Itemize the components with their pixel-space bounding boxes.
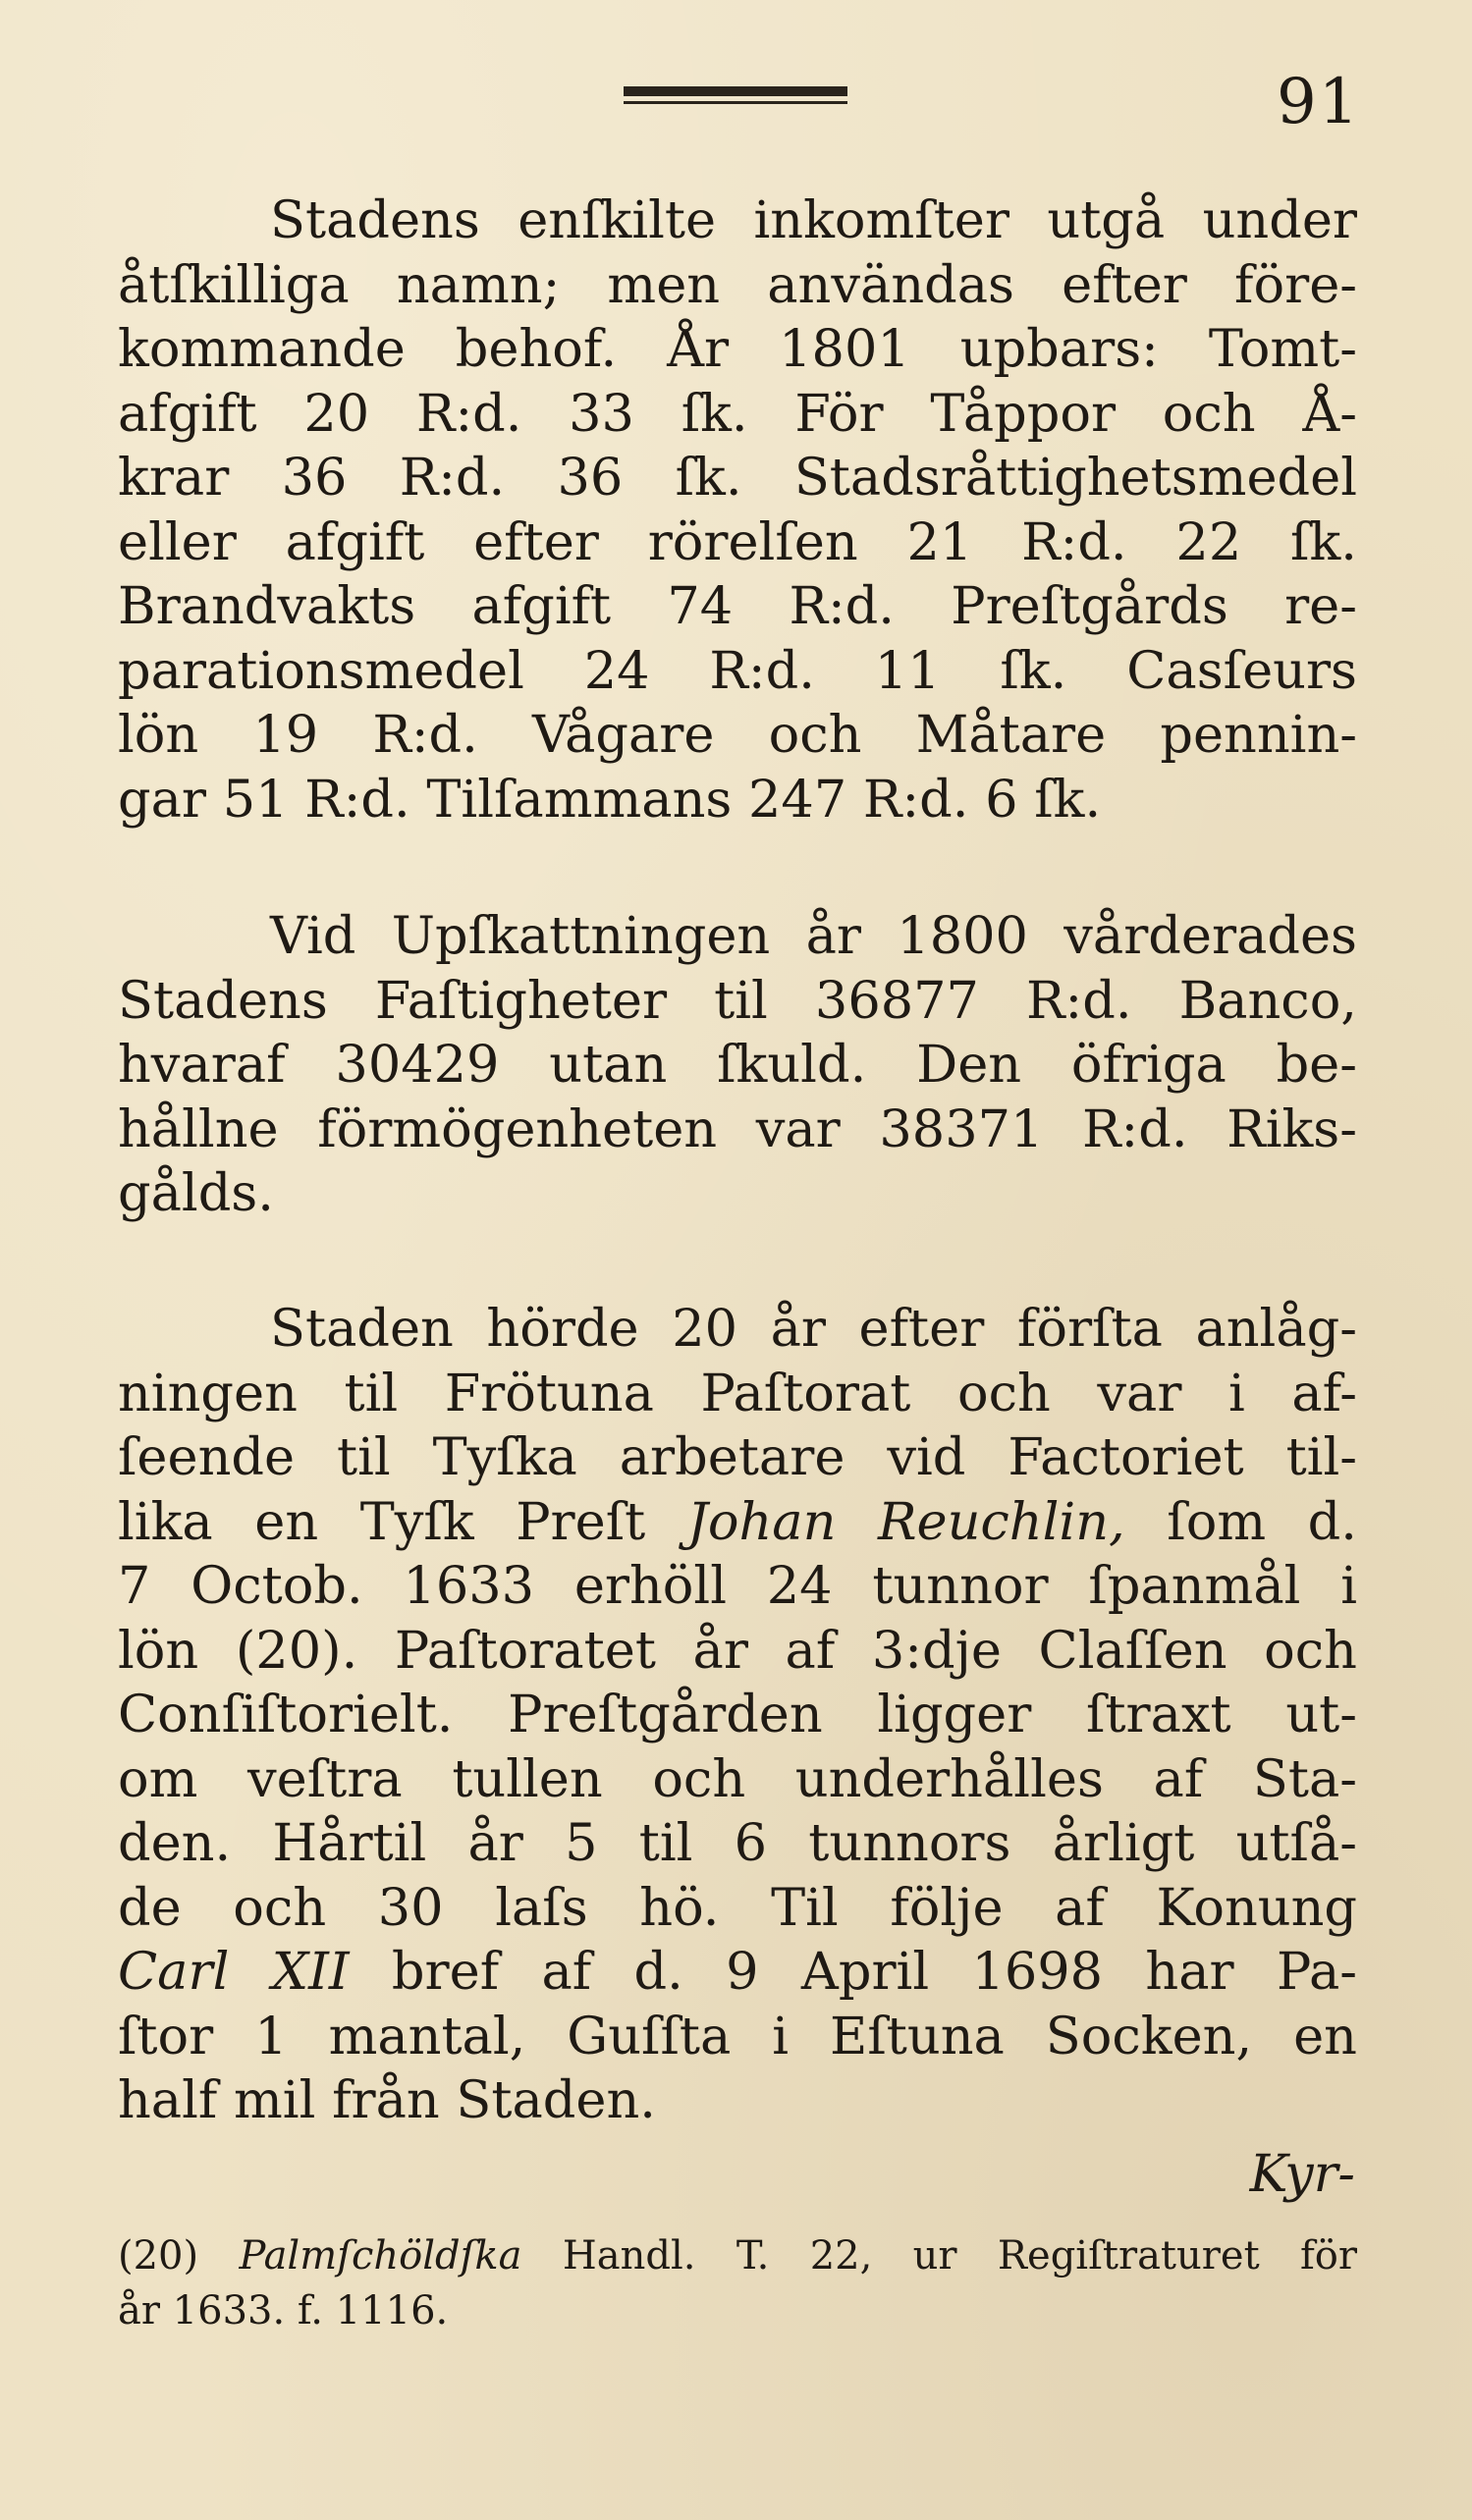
text-line: Vid Upſkattningen år 1800 vårderades	[270, 906, 1357, 966]
footnote-marker: (20)	[118, 2233, 199, 2279]
footnote-line: år 1633. f. 1116.	[118, 2288, 449, 2333]
text-line: krar 36 R:d. 36 ſk. Stadsråttighetsmedel	[118, 448, 1357, 508]
text-line: lön (20). Paſtoratet år af 3:dje Claſſen och	[118, 1620, 1357, 1681]
text-line: hållne förmögenheten var 38371 R:d. Riks-	[118, 1099, 1357, 1159]
ornament-thick-bar	[624, 86, 847, 96]
text-line: Stadens enſkilte inkomſter utgå under	[270, 190, 1357, 250]
text-line: kommande behof. År 1801 upbars: Tomt-	[118, 319, 1357, 379]
text-line: lön 19 R:d. Vågare och Måtare pennin-	[118, 705, 1357, 765]
footnote	[118, 2228, 1357, 2338]
text-line: den. Hårtil år 5 til 6 tunnors årligt utſå-	[118, 1813, 1357, 1873]
text-line	[118, 1940, 1357, 2005]
text-segment: bref af d. 9 April 1698 har Pa-	[391, 1942, 1357, 2002]
text-line: parationsmedel 24 R:d. 11 ſk. Casſeurs	[118, 640, 1357, 701]
text-line: Stadens Faſtigheter til 36877 R:d. Banco,	[118, 970, 1357, 1031]
text-line: ningen til Frötuna Paſtorat och var i af-	[118, 1363, 1357, 1423]
text-line: 7 Octob. 1633 erhöll 24 tunnor ſpanmål i	[118, 1556, 1357, 1616]
catchword: Kyr-	[1249, 2145, 1355, 2204]
text-line: Staden hörde 20 år efter förſta anlåg-	[270, 1299, 1357, 1359]
text-line: Brandvakts afgift 74 R:d. Preſtgårds re-	[118, 576, 1357, 636]
text-line: ſeende til Tyſka arbetare vid Factoriet til-	[118, 1427, 1357, 1487]
text-line: de och 30 laſs hö. Til följe af Konung	[118, 1877, 1357, 1938]
footnote-line	[118, 2228, 1357, 2283]
footnote-author: Palmſchöldſka	[239, 2233, 522, 2279]
page-number: 91	[1277, 66, 1361, 138]
text-line: om veſtra tullen och underhålles af Sta-	[118, 1748, 1357, 1809]
ornament-thin-bar	[624, 101, 847, 104]
text-line: gålds.	[118, 1163, 274, 1223]
paragraph-income	[118, 188, 1357, 831]
text-segment: ſom d.	[1167, 1491, 1357, 1552]
header-ornament-rule	[624, 86, 847, 108]
person-name-carl-xii: Carl XII	[118, 1942, 350, 2002]
paragraph-valuation	[118, 904, 1357, 1226]
text-line: eller afgift efter rörelſen 21 R:d. 22 ſk.	[118, 511, 1357, 572]
text-line: åtſkilliga namn; men användas efter före-	[118, 254, 1357, 315]
footnote-citation: Handl. T. 22, ur Regiſtraturet för	[562, 2233, 1357, 2279]
text-line: afgift 20 R:d. 33 ſk. För Tåppor och Å-	[118, 383, 1357, 444]
person-name-reuchlin: Johan Reuchlin,	[686, 1491, 1125, 1552]
text-line	[118, 1490, 1357, 1555]
text-line: ſtor 1 mantal, Guſſta i Eſtuna Socken, en	[118, 2006, 1357, 2066]
text-line: hvaraf 30429 utan ſkuld. Den öfriga be-	[118, 1035, 1357, 1095]
text-line: half mil från Staden.	[118, 2070, 656, 2130]
text-line: Conſiſtorielt. Preſtgården ligger ſtraxt ut-	[118, 1685, 1357, 1744]
text-line: gar 51 R:d. Tilſammans 247 R:d. 6 ſk.	[118, 769, 1102, 830]
text-segment: lika en Tyſk Preſt	[118, 1491, 646, 1552]
paragraph-parish	[118, 1297, 1357, 2133]
